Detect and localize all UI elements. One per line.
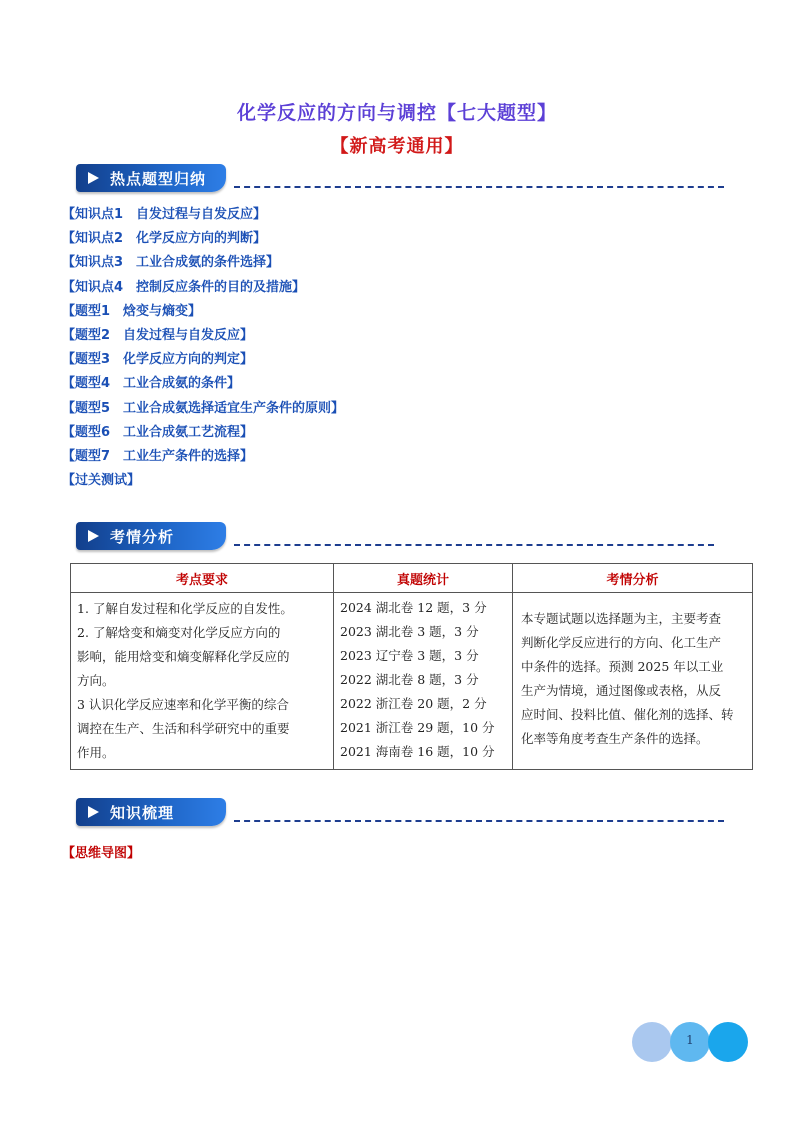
statistic-line: 2023 辽宁卷 3 题，3 分 <box>340 648 479 663</box>
section-banner-knowledge <box>76 798 736 832</box>
table-row <box>71 593 753 770</box>
section-title: 考情分析 <box>110 528 175 546</box>
toc-item[interactable]: 【题型4 工业合成氨的条件】 <box>62 376 241 392</box>
statistic-line: 2023 湖北卷 3 题，3 分 <box>340 624 479 639</box>
dashed-divider <box>234 186 724 188</box>
analysis-line: 应时间、投料比值、催化剂的选择、转 <box>521 707 734 722</box>
mind-map-heading: 【思维导图】 <box>62 846 141 861</box>
table-header-row <box>71 564 753 593</box>
circle-decoration <box>708 1022 748 1062</box>
dashed-divider <box>234 544 714 546</box>
section-title: 知识梳理 <box>110 804 175 822</box>
requirement-line: 3 认识化学反应速率和化学平衡的综合 <box>77 697 289 712</box>
requirement-line: 1. 了解自发过程和化学反应的自发性。 <box>77 601 293 616</box>
requirement-line: 2. 了解焓变和熵变对化学反应方向的 <box>77 625 281 640</box>
document-subtitle: 【新高考通用】 <box>330 136 464 157</box>
statistics-cell <box>334 593 513 770</box>
table-header-cell: 考点要求 <box>71 564 334 593</box>
requirement-line: 影响，能用焓变和熵变解释化学反应的 <box>77 649 290 664</box>
arrow-right-icon <box>88 530 99 542</box>
analysis-line: 化率等角度考查生产条件的选择。 <box>521 731 709 746</box>
requirement-line: 作用。 <box>77 745 115 760</box>
requirement-line: 方向。 <box>77 673 115 688</box>
statistic-line: 2024 湖北卷 12 题，3 分 <box>340 600 487 615</box>
toc-item[interactable]: 【知识点3 工业合成氨的条件选择】 <box>62 255 280 271</box>
toc-item[interactable]: 【题型5 工业合成氨选择适宜生产条件的原则】 <box>62 400 345 416</box>
document-title: 化学反应的方向与调控【七大题型】 <box>236 102 557 124</box>
toc-item[interactable]: 【题型2 自发过程与自发反应】 <box>62 327 254 343</box>
analysis-cell <box>513 593 753 770</box>
requirements-cell <box>71 593 334 770</box>
toc-item[interactable]: 【知识点4 控制反应条件的目的及措施】 <box>62 279 306 295</box>
table-header-cell: 考情分析 <box>513 564 753 593</box>
statistic-line: 2021 浙江卷 29 题，10 分 <box>340 720 495 735</box>
statistic-line: 2021 海南卷 16 题，10 分 <box>340 744 495 759</box>
analysis-line: 生产为情境，通过图像或表格，从反 <box>521 683 722 698</box>
requirement-line: 调控在生产、生活和科学研究中的重要 <box>77 721 290 736</box>
page-number-badge <box>632 1022 748 1062</box>
section-title: 热点题型归纳 <box>110 170 207 188</box>
statistic-line: 2022 湖北卷 8 题，3 分 <box>340 672 479 687</box>
arrow-right-icon <box>88 806 99 818</box>
analysis-line: 中条件的选择。预测 2025 年以工业 <box>521 659 724 674</box>
statistic-line: 2022 浙江卷 20 题，2 分 <box>340 696 487 711</box>
toc-item[interactable]: 【题型7 工业生产条件的选择】 <box>62 448 254 464</box>
toc-item[interactable]: 【知识点1 自发过程与自发反应】 <box>62 207 267 222</box>
arrow-right-icon <box>88 172 99 184</box>
analysis-line: 判断化学反应进行的方向、化工生产 <box>521 635 722 650</box>
toc-item[interactable]: 【过关测试】 <box>62 473 141 489</box>
page-number: 1 <box>686 1033 694 1047</box>
toc-item[interactable]: 【题型6 工业合成氨工艺流程】 <box>62 424 254 440</box>
exam-analysis-table <box>70 563 753 770</box>
section-banner-exam <box>76 522 736 556</box>
section-banner-hotspot <box>76 164 736 198</box>
toc-item[interactable]: 【题型1 焓变与熵变】 <box>62 303 202 319</box>
toc-item[interactable]: 【题型3 化学反应方向的判定】 <box>62 352 254 368</box>
analysis-line: 本专题试题以选择题为主，主要考查 <box>521 611 722 626</box>
table-header-cell: 真题统计 <box>334 564 513 593</box>
toc-item[interactable]: 【知识点2 化学反应方向的判断】 <box>62 231 267 247</box>
toc-list <box>62 206 344 496</box>
circle-decoration <box>632 1022 672 1062</box>
dashed-divider <box>234 820 724 822</box>
